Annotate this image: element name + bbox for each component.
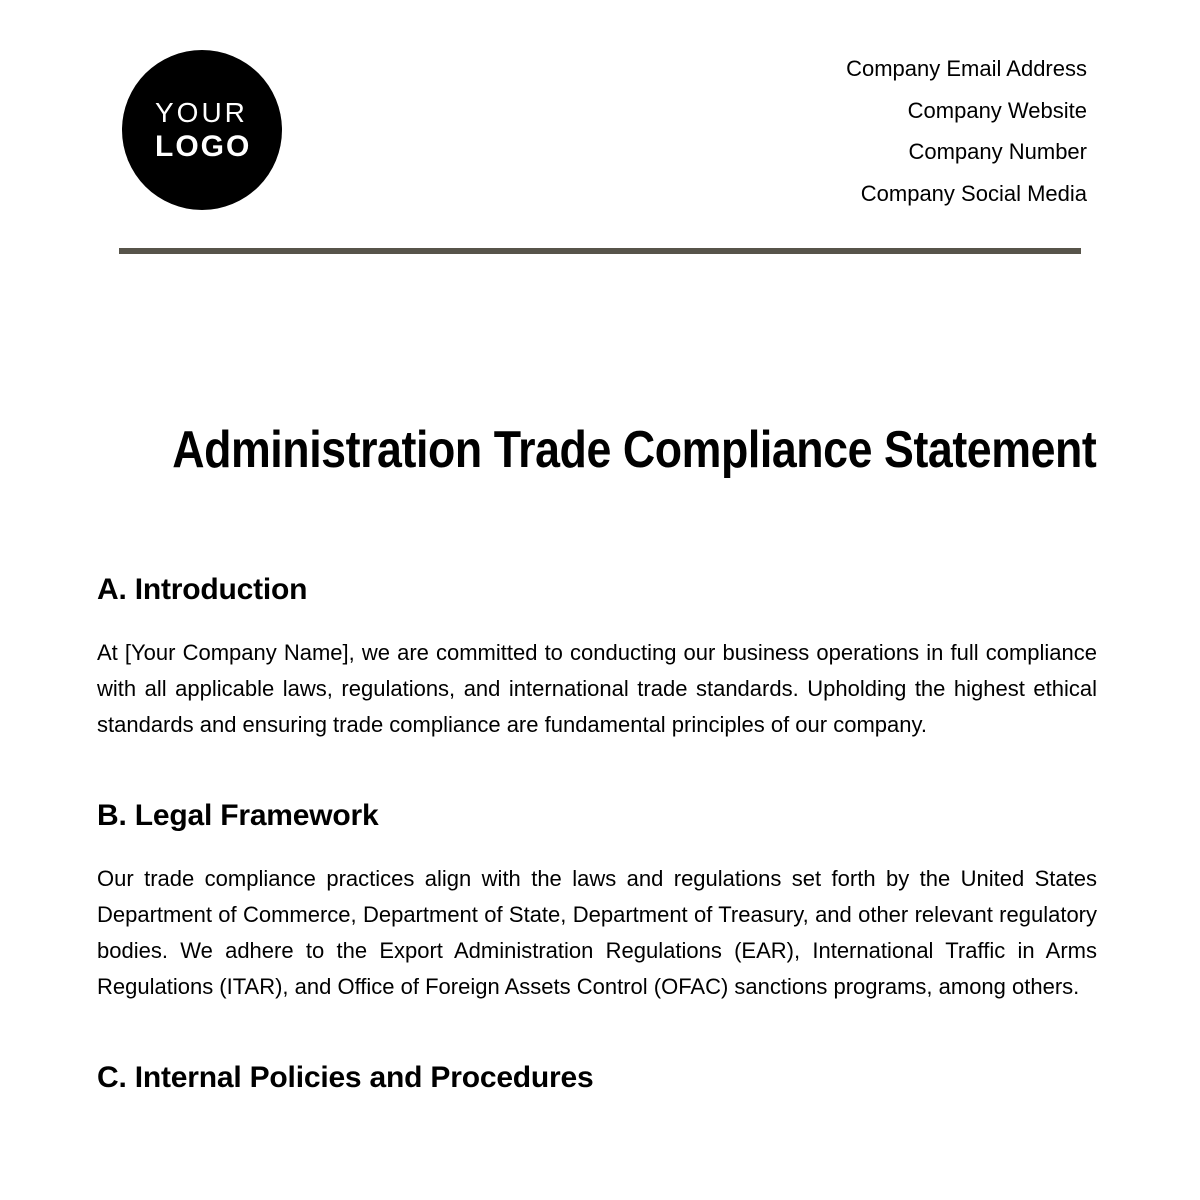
- header-divider: [119, 248, 1081, 254]
- company-logo: [122, 50, 282, 210]
- document-title-text: Administration Trade Compliance Statement: [172, 421, 1097, 479]
- company-contact-block: [846, 48, 1087, 214]
- company-website: Company Website: [907, 97, 1087, 123]
- document-title: [97, 420, 1097, 486]
- document-body: [0, 420, 1200, 1096]
- company-number: Company Number: [908, 139, 1087, 164]
- company-social-media: Company Social Media: [860, 180, 1087, 206]
- section-body-introduction: At [Your Company Name], we are committed to conducting our business operations in full compliance with all applicable laws, regulations, and international trade standards. Upholding the highest ethical standards and ensuring trade compliance are fundamental principles of our company.: [97, 640, 1097, 737]
- section-heading-legal-framework: B. Legal Framework: [97, 799, 379, 832]
- header: [0, 0, 1200, 214]
- section-heading-introduction: A. Introduction: [97, 573, 308, 606]
- logo-text-your: YOUR: [155, 96, 248, 128]
- section-heading-internal-policies: C. Internal Policies and Procedures: [97, 1061, 594, 1094]
- logo-text-logo: LOGO: [155, 129, 252, 163]
- section-body-legal-framework: Our trade compliance practices align with the laws and regulations set forth by the United States Department of Commerce, Department of State, Department of Treasury, and other relevant regulatory bodies. We adhere to the Export Administration Regulations (EAR), International Traffic in Arms Regulations (ITAR), and Office of Foreign Assets Control (OFAC) sanctions programs, among others.: [97, 866, 1097, 999]
- company-email: Company Email Address: [846, 56, 1087, 81]
